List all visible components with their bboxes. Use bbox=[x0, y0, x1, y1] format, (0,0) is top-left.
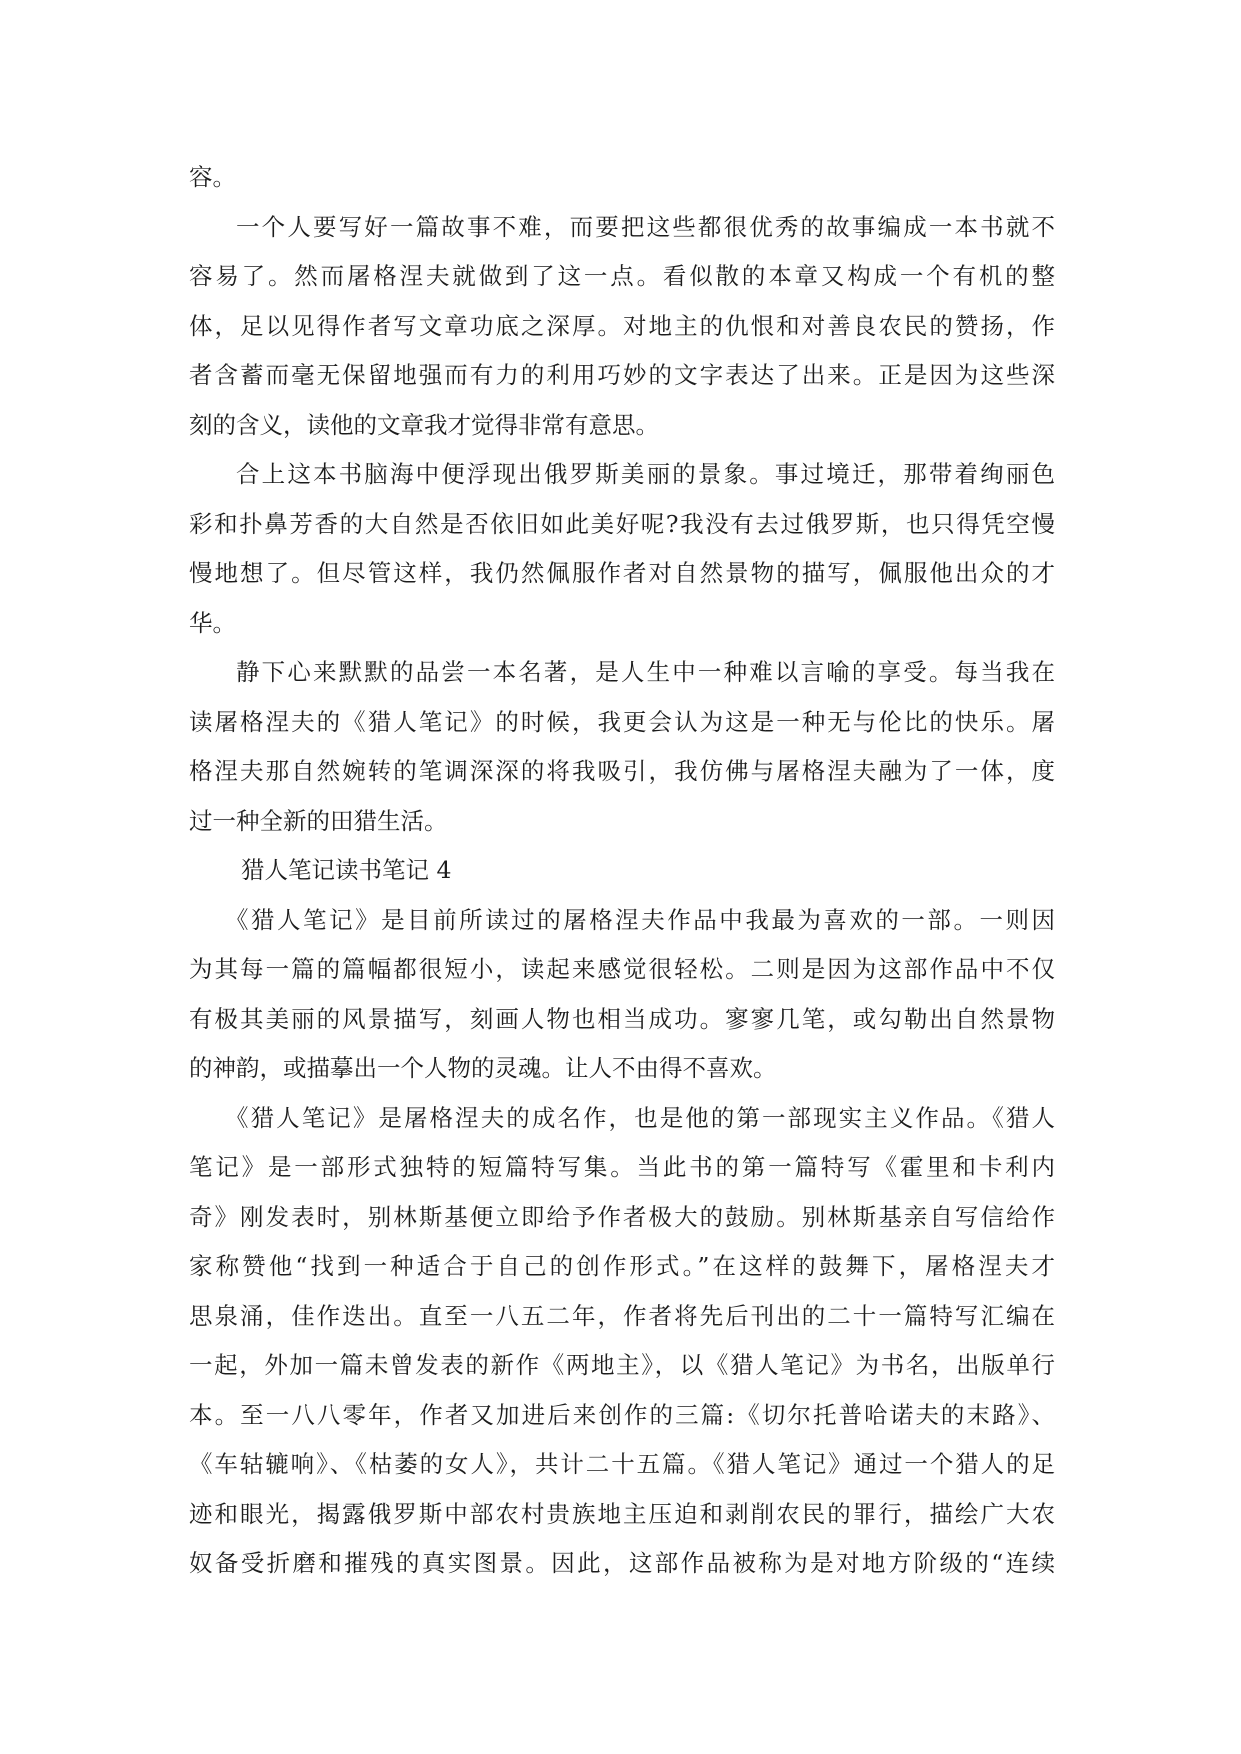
text-line: 格涅夫那自然婉转的笔调深深的将我吸引，我仿佛与屠格涅夫融为了一体，度 bbox=[189, 757, 1055, 785]
section-heading: 猎人笔记读书笔记 4 bbox=[241, 856, 452, 884]
text-line: 者含蓄而毫无保留地强而有力的利用巧妙的文字表达了出来。正是因为这些深 bbox=[189, 361, 1055, 389]
text-line: 彩和扑鼻芳香的大自然是否依旧如此美好呢?我没有去过俄罗斯，也只得凭空慢 bbox=[189, 509, 1055, 538]
text-line: 容易了。然而屠格涅夫就做到了这一点。看似散的本章又构成一个有机的整 bbox=[189, 262, 1055, 290]
text-line: 思泉涌，佳作迭出。直至一八五二年，作者将先后刊出的二十一篇特写汇编在 bbox=[189, 1301, 1055, 1330]
text-line: 奴备受折磨和摧残的真实图景。因此，这部作品被称为是对地方阶级的“连续 bbox=[189, 1549, 1055, 1577]
text-line: 《猎人笔记》是目前所读过的屠格涅夫作品中我最为喜欢的一部。一则因 bbox=[225, 905, 1055, 934]
text-line: 《猎人笔记》是屠格涅夫的成名作，也是他的第一部现实主义作品。《猎人 bbox=[225, 1103, 1055, 1132]
text-line: 的神韵，或描摹出一个人物的灵魂。让人不由得不喜欢。 bbox=[189, 1054, 777, 1082]
text-line: 合上这本书脑海中便浮现出俄罗斯美丽的景象。事过境迁，那带着绚丽色 bbox=[236, 460, 1055, 488]
text-line: 有极其美丽的风景描写，刻画人物也相当成功。寥寥几笔，或勾勒出自然景物 bbox=[189, 1004, 1055, 1033]
text-line: 《车轱辘响》、《枯萎的女人》，共计二十五篇。《猎人笔记》通过一个猎人的足 bbox=[189, 1450, 1055, 1478]
text-line: 为其每一篇的篇幅都很短小，读起来感觉很轻松。二则是因为这部作品中不仅 bbox=[189, 955, 1055, 983]
document-body bbox=[189, 153, 1055, 1589]
text-line: 刻的含义，读他的文章我才觉得非常有意思。 bbox=[189, 410, 659, 439]
text-line: 迹和眼光，揭露俄罗斯中部农村贵族地主压迫和剥削农民的罪行，描绘广大农 bbox=[189, 1499, 1055, 1528]
text-line: 读屠格涅夫的《猎人笔记》的时候，我更会认为这是一种无与伦比的快乐。屠 bbox=[189, 707, 1055, 736]
text-line: 体，足以见得作者写文章功底之深厚。对地主的仇恨和对善良农民的赞扬，作 bbox=[189, 311, 1055, 340]
text-line: 奇》刚发表时，别林斯基便立即给予作者极大的鼓励。别林斯基亲自写信给作 bbox=[189, 1202, 1055, 1231]
text-line: 静下心来默默的品尝一本名著，是人生中一种难以言喻的享受。每当我在 bbox=[236, 658, 1055, 686]
text-line: 华。 bbox=[189, 608, 236, 637]
text-line: 本。至一八八零年，作者又加进后来创作的三篇:《切尔托普哈诺夫的末路》、 bbox=[189, 1400, 1055, 1429]
text-line: 容。 bbox=[189, 163, 236, 191]
text-line: 一起，外加一篇未曾发表的新作《两地主》，以《猎人笔记》为书名，出版单行 bbox=[189, 1351, 1055, 1379]
text-line: 慢地想了。但尽管这样，我仍然佩服作者对自然景物的描写，佩服他出众的才 bbox=[189, 559, 1055, 587]
text-line: 家称赞他“找到一种适合于自己的创作形式。”在这样的鼓舞下，屠格涅夫才 bbox=[189, 1252, 1055, 1280]
text-line: 一个人要写好一篇故事不难，而要把这些都很优秀的故事编成一本书就不 bbox=[236, 212, 1055, 241]
text-line: 过一种全新的田猎生活。 bbox=[189, 806, 448, 835]
text-line: 笔记》是一部形式独特的短篇特写集。当此书的第一篇特写《霍里和卡利内 bbox=[189, 1153, 1055, 1181]
